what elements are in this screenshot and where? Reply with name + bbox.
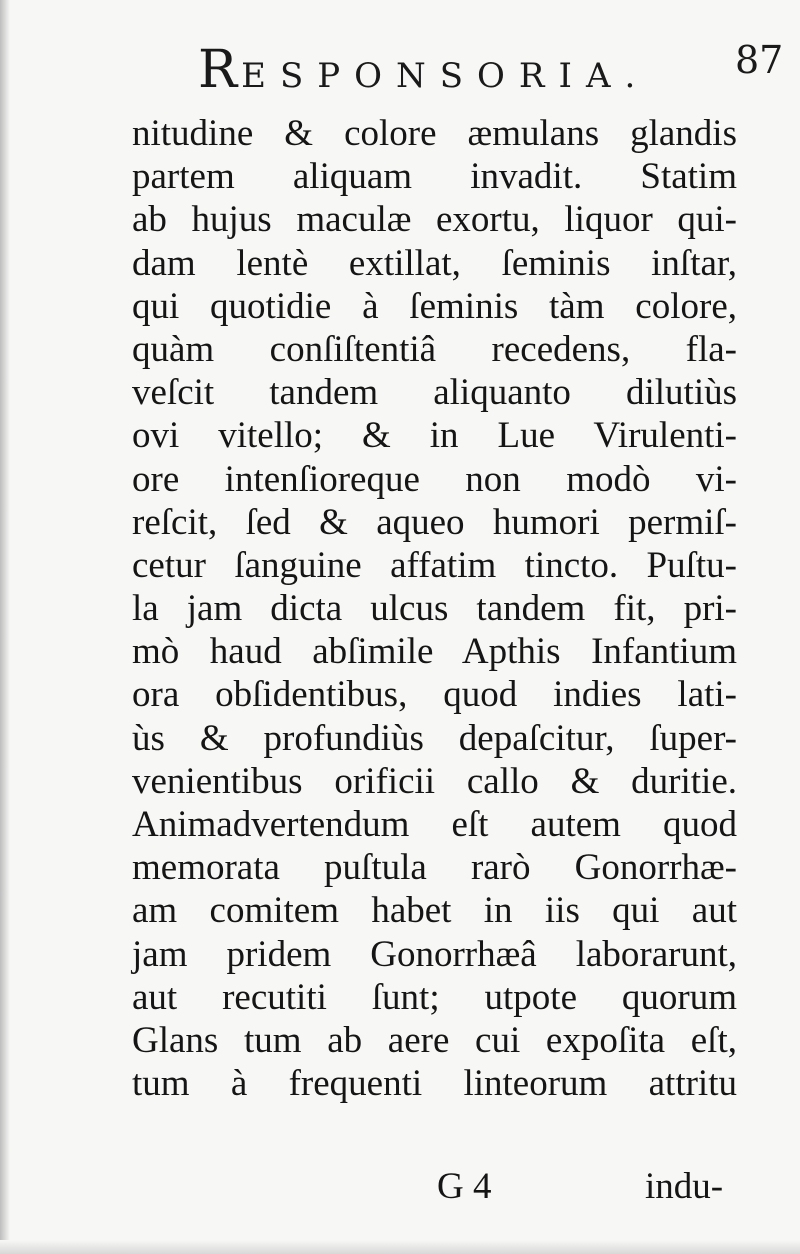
text-line: Animadvertendum eſt autem quod	[132, 804, 737, 845]
text-line: quàm conſiſtentiâ recedens, fla-	[132, 328, 737, 370]
text-line: nitudine & colore æmulans glandis	[132, 113, 737, 154]
text-line: jam pridem Gonorrhæâ laborarunt,	[132, 933, 737, 975]
text-line: ovi vitello; & in Lue Virulenti-	[132, 415, 737, 457]
running-head-text: ESPONSORIA.	[241, 56, 650, 96]
page-number: 87	[735, 38, 784, 82]
text-line: mò haud abſimile Apthis Infantium	[132, 631, 737, 673]
text-line: dam lentè extillat, ſeminis inſtar,	[132, 242, 737, 284]
text-line: am comitem habet in iis qui aut	[132, 890, 737, 932]
text-line: memorata puſtula rarò Gonorrhæ-	[132, 847, 737, 889]
text-line: qui quotidie à ſeminis tàm colore,	[132, 285, 737, 327]
text-line: ùs & profundiùs depaſcitur, ſuper-	[132, 717, 737, 759]
text-line: ore intenſioreque non modò vi-	[132, 458, 737, 500]
text-line: ab hujus maculæ exortu, liquor qui-	[132, 199, 737, 241]
text-line: la jam dicta ulcus tandem fit, pri-	[132, 588, 737, 630]
text-line: veſcit tandem aliquanto dilutiùs	[132, 372, 737, 414]
text-line: aut recutiti ſunt; utpote quorum	[132, 976, 737, 1018]
page-gutter-shadow	[0, 0, 10, 1254]
running-head-initial: R	[198, 40, 242, 100]
text-line: reſcit, ſed & aqueo humori permiſ-	[132, 501, 737, 543]
text-line: ora obſidentibus, quod indies lati-	[132, 674, 737, 716]
catchword: indu-	[645, 1166, 724, 1207]
page-bottom-edge	[0, 1240, 800, 1254]
text-line: venientibus orificii callo & duritie.	[132, 760, 737, 802]
text-line: tum à frequenti linteorum attritu	[132, 1063, 737, 1105]
running-head	[198, 40, 649, 100]
body-text	[132, 112, 737, 1105]
text-line: cetur ſanguine affatim tincto. Puſtu-	[132, 544, 737, 586]
signature-mark: G 4	[437, 1166, 492, 1207]
text-line: Glans tum ab aere cui expoſita eſt,	[132, 1019, 737, 1061]
text-line: partem aliquam invadit. Statim	[132, 156, 737, 198]
